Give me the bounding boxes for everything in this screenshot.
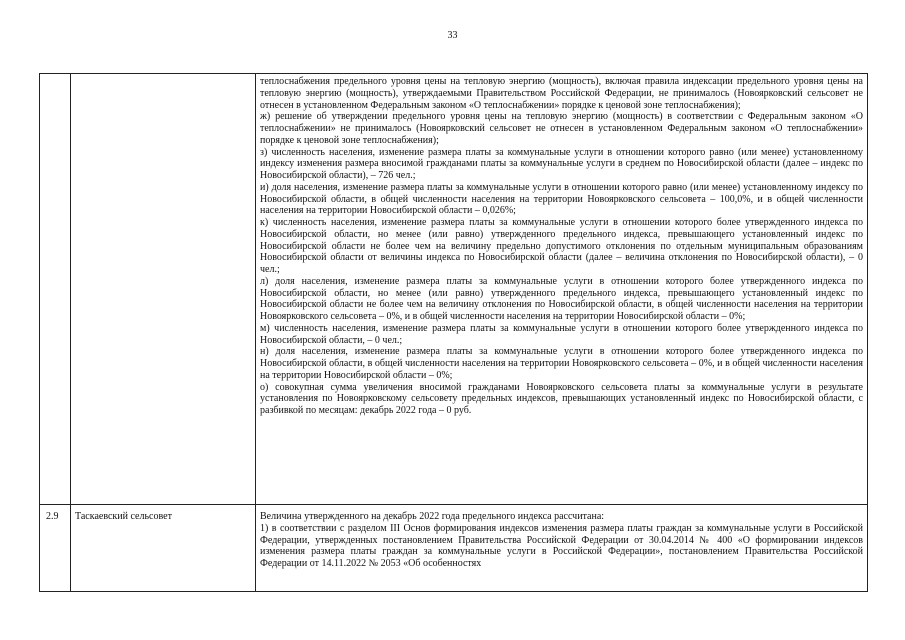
paragraph: 1) в соответствии с разделом III Основ формирования индексов изменения размера платы граждан за коммунальные услуги в Российской Федерации, утвержденных постановлением Правительства Российской Федерации от 30.04.2014 № 400 «О формировании индексов изменения размера платы граждан за коммунальные услуги в Российской Федерации», постановлением Правительства Российской Федерации от 14.11.2022 № 2053 «Об особенностях (260, 522, 863, 569)
paragraph: Величина утвержденного на декабрь 2022 года предельного индекса рассчитана: (260, 511, 605, 522)
paragraph: ж) решение об утверждении предельного уровня цены на тепловую энергию (мощность) в соответствии с Федеральным законом «О теплоснабжении» не принималось (Новоярковский сельсовет не отнесен в установленном Федеральным законом «О теплоснабжении» порядке к ценовой зоне теплоснабжения); (260, 111, 863, 146)
paragraph: о) совокупная сумма увеличения вносимой гражданами Новоярковского сельсовета платы за коммунальные услуги в результате установления по Новоярковскому сельсовету предельных индексов, превышающих установленный индекс по Новосибирской области, с разбивкой по месяцам: декабрь 2022 года – 0 руб. (260, 381, 863, 416)
municipality-name: Таскаевский сельсовет (71, 505, 256, 592)
table-row (40, 74, 868, 505)
row-number (40, 74, 71, 505)
paragraph: и) доля населения, изменение размера платы за коммунальные услуги в отношении которого равно (или менее) установленному индексу по Новосибирской области, в общей численности населения на территории Новоярковского сельсовета – 100,0%, и в общей численности населения на территории Новосибирской области – 0,026%; (260, 181, 863, 217)
row-content (256, 74, 868, 505)
paragraph: н) доля населения, изменение размера платы за коммунальные услуги в отношении которого более утвержденного индекса по Новосибирской области, в общей численности населения на территории Новоярковского сельсовета – 0%, и в общей численности населения на территории Новосибирской области – 0%; (260, 346, 863, 381)
paragraph: к) численность населения, изменение размера платы за коммунальные услуги в отношении которого более утвержденного индекса по Новосибирской области, но менее (или равно) утвержденного предельного индекса, превышающего установленный индекс по Новосибирской области не более чем на величину предельно допустимого отклонения по отдельным муниципальным образованиям Новосибирской области от величины индекса по Новосибирской области (далее – величина отклонения по Новосибирской области), – 0 чел.; (260, 217, 863, 275)
paragraph: м) численность населения, изменение размера платы за коммунальные услуги в отношении которого более утвержденного индекса по Новосибирской области, – 0 чел.; (260, 322, 863, 346)
paragraph: з) численность населения, изменение размера платы за коммунальные услуги в отношении которого равно (или менее) установленному индексу изменения размера вносимой гражданами платы за коммунальные услуги в среднем по Новосибирской области (далее – индекс по Новосибирской области), – 726 чел.; (260, 146, 863, 181)
municipality-name (71, 74, 256, 505)
row-number: 2.9 (40, 505, 71, 592)
row-content (256, 505, 868, 592)
paragraph: теплоснабжения предельного уровня цены на тепловую энергию (мощность), включая правила индексации предельного уровня цены на тепловую энергию (мощность), утверждаемыми Правительством Российской Федерации, не принималось (Новоярковский сельсовет не отнесен в установленном Федеральным законом «О теплоснабжении» порядке к ценовой зоне теплоснабжения); (260, 76, 863, 111)
document-table (39, 73, 868, 592)
page-number: 33 (447, 30, 458, 41)
paragraph: л) доля населения, изменение размера платы за коммунальные услуги в отношении которого более утвержденного индекса по Новосибирской области, но менее (или равно) утвержденного предельного индекса, превышающего установленный индекс по Новосибирской области не более чем на величину отклонения по Новосибирской области, в общей численности населения на территории Новоярковского сельсовета – 0%, и в общей численности населения на территории Новосибирской области – 0%; (260, 275, 863, 322)
table-row (40, 505, 868, 592)
